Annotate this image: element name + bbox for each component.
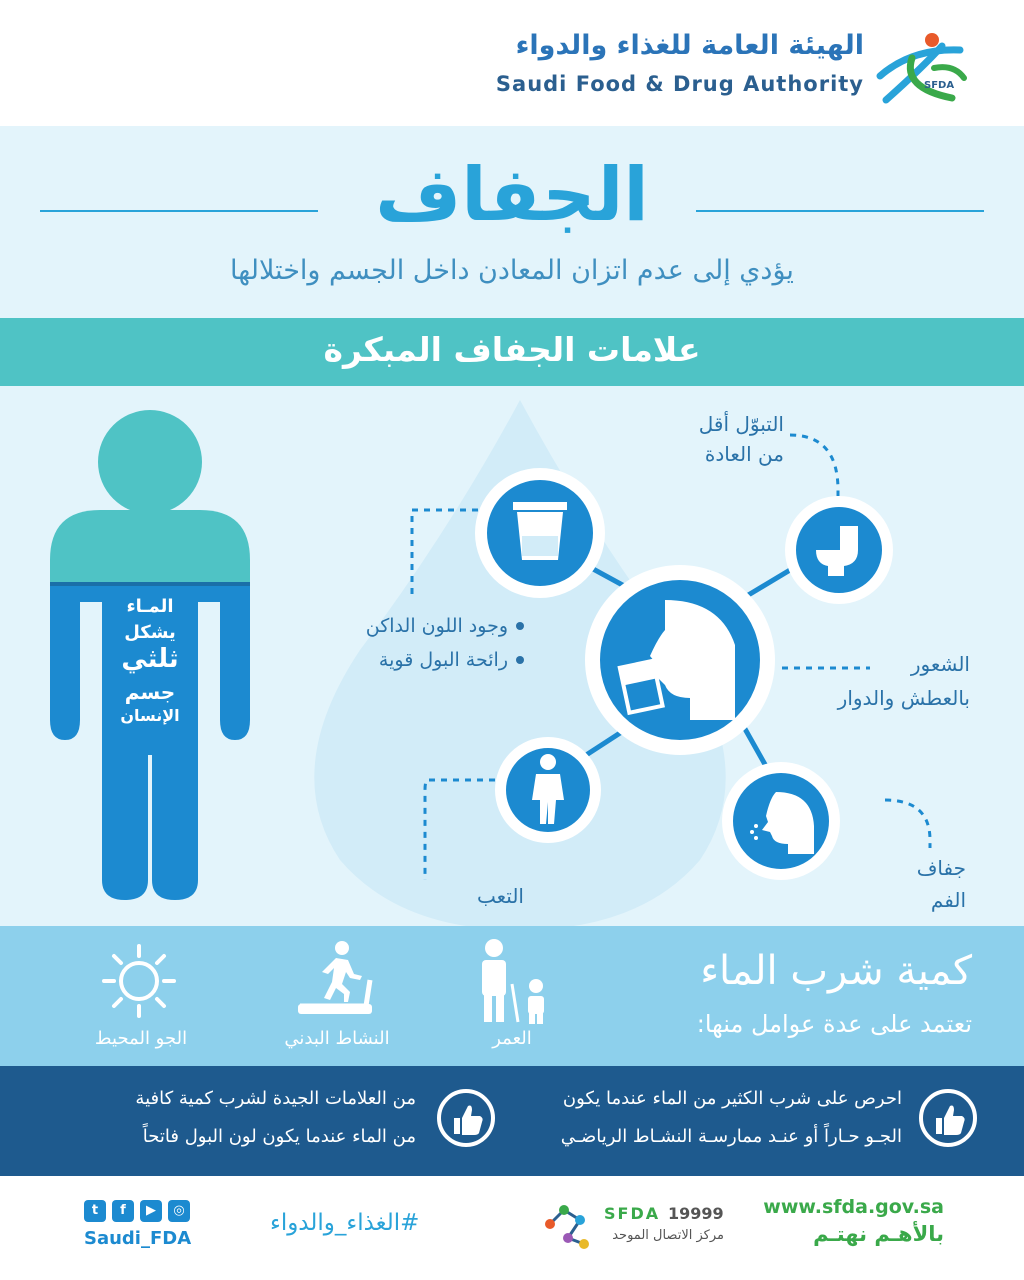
human-text-5: الإنسان [120, 706, 180, 725]
facebook-icon[interactable]: f [112, 1200, 134, 1222]
social-handle[interactable]: Saudi_FDA [84, 1228, 192, 1249]
call-center-label: مركز الاتصال الموحد [612, 1228, 724, 1243]
thumbs-up-icon [918, 1088, 978, 1148]
thumbs-up-icon [436, 1088, 496, 1148]
factors-title: كمية شرب الماء [700, 948, 972, 994]
page-subtitle: يؤدي إلى عدم اتزان المعادن داخل الجسم واختلالها [230, 255, 794, 286]
dry-mouth-face-icon [748, 786, 818, 856]
urine-cup-icon [505, 498, 575, 568]
factor-activity-label: النشاط البدني [284, 1028, 390, 1049]
sfda-short: SFDA [604, 1204, 661, 1223]
factors-subtitle: تعتمد على عدة عوامل منها: [696, 1010, 972, 1038]
toilet-icon [810, 520, 870, 580]
call-center-number: 19999 [668, 1204, 724, 1223]
urine-color-label: وجود اللون الداكن [365, 615, 508, 637]
slogan: بالأهـم نهتـم [813, 1222, 944, 1246]
thirst-label-1: الشعور [910, 652, 970, 676]
urination-label-1: التبوّل أقل [698, 412, 784, 436]
tip-left-line-1: من العلامات الجيدة لشرب كمية كافية [135, 1088, 416, 1109]
human-text-1: المـاء [126, 596, 174, 617]
call-center-logo-icon [540, 1196, 596, 1252]
tip-left-line-2: من الماء عندما يكون لون البول فاتحاً [142, 1126, 416, 1147]
treadmill-icon [296, 940, 378, 1020]
twitter-icon[interactable]: t [84, 1200, 106, 1222]
human-text-4: جسم [124, 680, 176, 704]
tip-right-line-2: الجـو حـاراً أو عنـد ممارسـة النشـاط الرياضـي [560, 1126, 902, 1147]
brand-name-arabic: الهيئة العامة للغذاء والدواء [515, 30, 864, 61]
urine-smell-label: رائحة البول قوية [378, 649, 508, 671]
logo-text: SFDA [924, 80, 955, 91]
hashtag[interactable]: #الغذاء_والدواء [270, 1210, 420, 1236]
dry-mouth-label-2: الفم [930, 888, 966, 912]
tired-person-icon [518, 752, 578, 828]
dry-mouth-label-1: جفاف [916, 856, 966, 880]
urination-label-2: من العادة [704, 442, 784, 466]
bullet-icon [516, 656, 524, 664]
website-link[interactable]: www.sfda.gov.sa [763, 1196, 944, 1218]
family-icon [470, 938, 554, 1024]
fatigue-label: التعب [477, 884, 524, 908]
instagram-icon[interactable]: ◎ [168, 1200, 190, 1222]
drinking-face-icon [610, 590, 750, 730]
factor-weather-label: الجو المحيط [94, 1028, 188, 1049]
tip-right-line-1: احرص على شرب الكثير من الماء عندما يكون [562, 1088, 902, 1109]
sun-icon [100, 942, 178, 1020]
thirst-label-2: بالعطش والدوار [837, 686, 970, 710]
brand-name-english: Saudi Food & Drug Authority [495, 72, 864, 96]
human-text-3: ثلثي [121, 644, 179, 674]
human-text-2: يشكل [124, 622, 176, 643]
youtube-icon[interactable]: ▶ [140, 1200, 162, 1222]
page-title: الجفاف [375, 152, 649, 238]
factor-age-label: العمر [492, 1028, 532, 1049]
bullet-icon [516, 622, 524, 630]
section-title: علامات الجفاف المبكرة [323, 330, 701, 369]
